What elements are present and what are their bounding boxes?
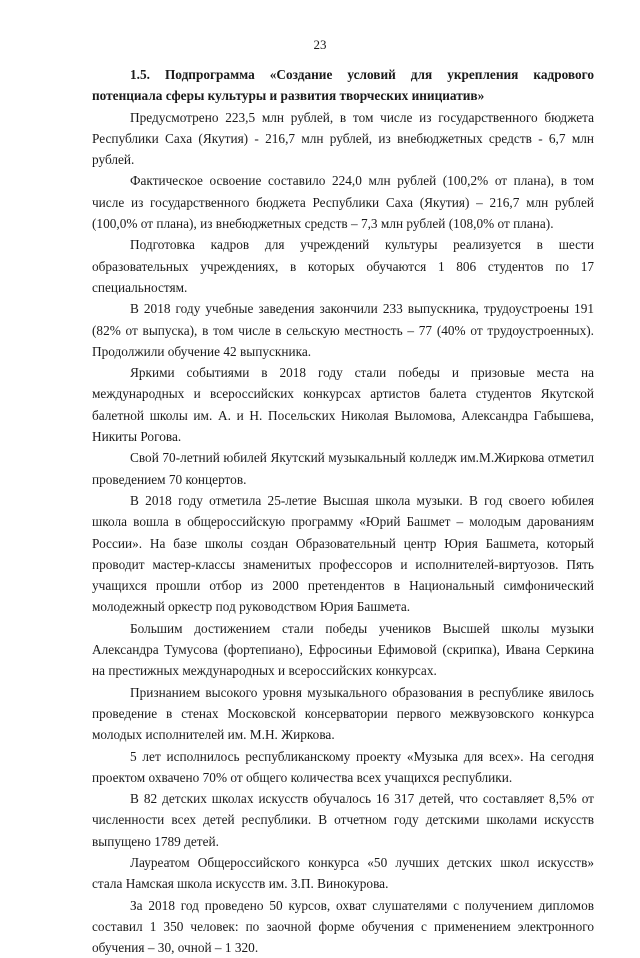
paragraph-student-achievements: Большим достижением стали победы учеников Высшей школы музыки Александра Тумусова (фортепиано), Ефросиньи Ефимовой (скрипка), Ивана Серкина на престижных международных и всероссийских конкурсах.	[92, 620, 594, 679]
paragraph-music-college: Свой 70-летний юбилей Якутский музыкальный колледж им.М.Жиркова отметил проведением 70 концертов.	[92, 450, 594, 487]
paragraph-music-for-all: 5 лет исполнилось республиканскому проекту «Музыка для всех». На сегодня проектом охвачено 70% от общего количества всех учащихся республики.	[92, 748, 594, 785]
paragraph-courses: За 2018 год проведено 50 курсов, охват слушателями с получением дипломов составил 1 350 человек: по заочной форме обучения с применением электронного обучения – 30, очной – 1 320.	[92, 897, 594, 956]
paragraph-laureate: Лауреатом Общероссийского конкурса «50 лучших детских школ искусств» стала Намская школа искусств им. З.П. Винокурова.	[92, 854, 594, 892]
paragraph-art-schools: В 82 детских школах искусств обучалось 16 317 детей, что составляет 8,5% от численности всех детей республики. В отчетном году детскими школами искусств выпущено 1789 детей.	[92, 791, 594, 849]
paragraph-graduates: В 2018 году учебные заведения закончили 233 выпускника, трудоустроены 191 (82% от выпуска), в том числе в сельскую местность – 77 (40% от трудоустроенных). Продолжили обучение 42 выпускника.	[92, 301, 594, 359]
paragraph-funding: Предусмотрено 223,5 млн рублей, в том числе из государственного бюджета Республики Саха (Якутия) - 216,7 млн рублей, из внебюджетных средств - 6,7 млн рублей.	[92, 109, 594, 168]
document-body	[92, 64, 594, 958]
paragraph-higher-music-school: В 2018 году отметила 25-летие Высшая школа музыки. В год своего юбилея школа вошла в общероссийскую программу «Юрий Башмет – молодым дарованиям России». На базе школы создан Образовательный центр Юрия Башмета, который проводит мастер-классы знаменитых профессоров и исполнителей-виртуозов. Пять учащихся прошли отбор из 2000 претендентов в Национальный симфонический молодежный оркестр под руководством Юрия Башмета.	[92, 492, 594, 615]
paragraph-conservatory-contest: Признанием высокого уровня музыкального образования в республике явилось проведение в стенах Московской консерватории первого межвузовского конкурса молодых исполнителей им. М.Н. Жиркова.	[92, 684, 594, 743]
paragraph-training: Подготовка кадров для учреждений культуры реализуется в шести образовательных учреждениях, в которых обучаются 1 806 студентов по 17 специальностям.	[92, 237, 594, 295]
paragraph-actual-spending: Фактическое освоение составило 224,0 млн рублей (100,2% от плана), в том числе из государственного бюджета Республики Саха (Якутия) – 216,7 млн рублей (100,0% от плана), из внебюджетных средств – 7,3 млн рублей (108,0% от плана).	[92, 173, 594, 232]
page-number: 23	[313, 37, 327, 52]
paragraph-ballet-school: Яркими событиями в 2018 году стали победы и призовые места на международных и всероссийских конкурсах артистов балета студентов Якутской балетной школы им. А. и Н. Посельских Николая Выломова, Александра Габышева, Никиты Рогова.	[92, 365, 594, 445]
section-heading: 1.5. Подпрограмма «Создание условий для укрепления кадрового потенциала сферы культуры и развития творческих инициатив»	[92, 67, 594, 104]
